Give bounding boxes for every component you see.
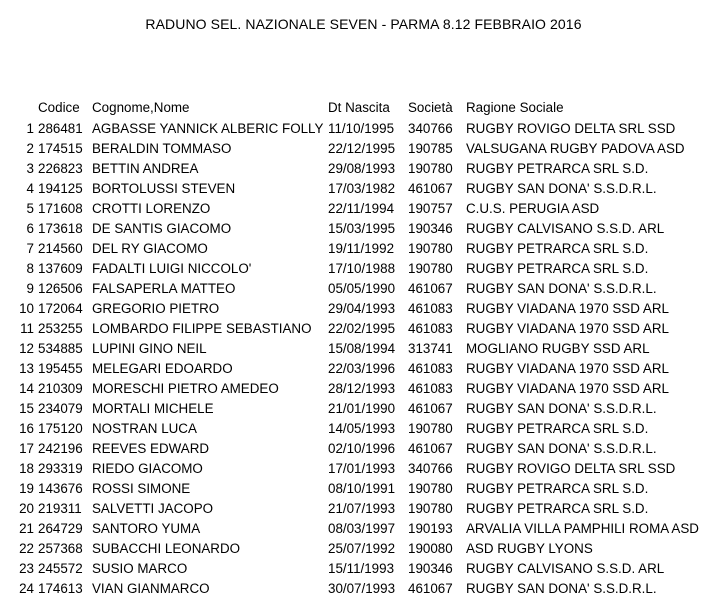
table-row bbox=[0, 379, 723, 399]
player-code: 264729 bbox=[38, 521, 83, 536]
club-name: RUGBY SAN DONA' S.S.D.R.L. bbox=[466, 441, 657, 456]
player-code: 175120 bbox=[38, 421, 83, 436]
birth-date: 08/03/1997 bbox=[328, 521, 396, 536]
row-number: 5 bbox=[26, 201, 34, 216]
row-number: 11 bbox=[20, 321, 34, 336]
player-name: BORTOLUSSI STEVEN bbox=[92, 181, 236, 196]
birth-date: 11/10/1995 bbox=[328, 121, 395, 136]
birth-date: 15/11/1993 bbox=[328, 561, 395, 576]
birth-date: 19/11/1992 bbox=[328, 241, 395, 256]
birth-date: 17/03/1982 bbox=[328, 181, 396, 196]
player-name: BETTIN ANDREA bbox=[92, 161, 199, 176]
player-name: LUPINI GINO NEIL bbox=[92, 341, 207, 356]
header-codice: Codice bbox=[38, 100, 80, 115]
player-code: 195455 bbox=[38, 361, 83, 376]
club-name: RUGBY PETRARCA SRL S.D. bbox=[466, 501, 649, 516]
birth-date: 22/11/1994 bbox=[328, 201, 395, 216]
club-name: RUGBY PETRARCA SRL S.D. bbox=[466, 261, 649, 276]
club-code: 190757 bbox=[408, 201, 453, 216]
row-number: 22 bbox=[19, 541, 34, 556]
club-code: 190785 bbox=[408, 141, 453, 156]
club-name: ARVALIA VILLA PAMPHILI ROMA ASD bbox=[466, 521, 699, 536]
birth-date: 17/01/1993 bbox=[328, 461, 396, 476]
player-code: 143676 bbox=[38, 481, 83, 496]
player-name: LOMBARDO FILIPPE SEBASTIANO bbox=[92, 321, 312, 336]
header-ragione: Ragione Sociale bbox=[466, 100, 564, 115]
club-code: 461083 bbox=[408, 321, 453, 336]
player-code: 171608 bbox=[38, 201, 83, 216]
table-row bbox=[0, 399, 723, 419]
player-roster-table bbox=[0, 97, 723, 599]
club-name: VALSUGANA RUGBY PADOVA ASD bbox=[466, 141, 685, 156]
player-code: 226823 bbox=[38, 161, 83, 176]
club-name: MOGLIANO RUGBY SSD ARL bbox=[466, 341, 650, 356]
player-name: RIEDO GIACOMO bbox=[92, 461, 203, 476]
birth-date: 25/07/1992 bbox=[328, 541, 396, 556]
table-row bbox=[0, 519, 723, 539]
player-code: 173618 bbox=[38, 221, 83, 236]
table-row bbox=[0, 199, 723, 219]
player-code: 234079 bbox=[38, 401, 83, 416]
club-name: RUGBY PETRARCA SRL S.D. bbox=[466, 241, 649, 256]
row-number: 20 bbox=[19, 501, 34, 516]
player-name: VIAN GIANMARCO bbox=[92, 581, 210, 596]
club-code: 190346 bbox=[408, 221, 453, 236]
table-row bbox=[0, 159, 723, 179]
player-name: FALSAPERLA MATTEO bbox=[92, 281, 236, 296]
club-code: 190780 bbox=[408, 261, 453, 276]
row-number: 10 bbox=[19, 301, 34, 316]
row-number: 15 bbox=[19, 401, 34, 416]
table-row bbox=[0, 179, 723, 199]
player-name: REEVES EDWARD bbox=[92, 441, 210, 456]
player-name: MORESCHI PIETRO AMEDEO bbox=[92, 381, 279, 396]
row-number: 3 bbox=[26, 161, 34, 176]
player-name: SANTORO YUMA bbox=[92, 521, 201, 536]
club-name: RUGBY VIADANA 1970 SSD ARL bbox=[466, 361, 669, 376]
table-row bbox=[0, 319, 723, 339]
table-row bbox=[0, 539, 723, 559]
player-name: NOSTRAN LUCA bbox=[92, 421, 197, 436]
row-number: 17 bbox=[19, 441, 34, 456]
birth-date: 22/12/1995 bbox=[328, 141, 396, 156]
row-number: 24 bbox=[19, 581, 34, 596]
birth-date: 22/03/1996 bbox=[328, 361, 396, 376]
table-row bbox=[0, 299, 723, 319]
birth-date: 08/10/1991 bbox=[328, 481, 396, 496]
club-name: RUGBY CALVISANO S.S.D. ARL bbox=[466, 561, 665, 576]
club-code: 190780 bbox=[408, 241, 453, 256]
club-name: C.U.S. PERUGIA ASD bbox=[466, 201, 600, 216]
table-row bbox=[0, 439, 723, 459]
club-code: 190346 bbox=[408, 561, 453, 576]
player-name: MORTALI MICHELE bbox=[92, 401, 214, 416]
birth-date: 29/08/1993 bbox=[328, 161, 396, 176]
header-societa: Società bbox=[408, 100, 453, 115]
header-num bbox=[0, 97, 38, 119]
club-code: 461067 bbox=[408, 401, 453, 416]
player-name: CROTTI LORENZO bbox=[92, 201, 211, 216]
birth-date: 30/07/1993 bbox=[328, 581, 396, 596]
header-nome: Cognome,Nome bbox=[92, 100, 190, 115]
player-code: 172064 bbox=[38, 301, 83, 316]
birth-date: 15/03/1995 bbox=[328, 221, 396, 236]
club-code: 340766 bbox=[408, 121, 453, 136]
club-name: RUGBY ROVIGO DELTA SRL SSD bbox=[466, 461, 676, 476]
player-code: 219311 bbox=[38, 501, 82, 516]
player-name: FADALTI LUIGI NICCOLO' bbox=[92, 261, 252, 276]
player-code: 194125 bbox=[38, 181, 83, 196]
row-number: 13 bbox=[19, 361, 34, 376]
player-name: DEL RY GIACOMO bbox=[92, 241, 208, 256]
club-code: 461067 bbox=[408, 581, 453, 596]
club-code: 461083 bbox=[408, 361, 453, 376]
birth-date: 21/07/1993 bbox=[328, 501, 396, 516]
player-code: 245572 bbox=[38, 561, 83, 576]
player-code: 286481 bbox=[38, 121, 83, 136]
player-code: 137609 bbox=[38, 261, 83, 276]
player-code: 253255 bbox=[38, 321, 83, 336]
club-code: 190193 bbox=[408, 521, 453, 536]
club-code: 461067 bbox=[408, 281, 453, 296]
player-name: BERALDIN TOMMASO bbox=[92, 141, 232, 156]
birth-date: 14/05/1993 bbox=[328, 421, 396, 436]
row-number: 2 bbox=[26, 141, 34, 156]
row-number: 12 bbox=[19, 341, 34, 356]
club-code: 461083 bbox=[408, 381, 453, 396]
birth-date: 22/02/1995 bbox=[328, 321, 396, 336]
club-name: RUGBY PETRARCA SRL S.D. bbox=[466, 481, 649, 496]
player-name: SUBACCHI LEONARDO bbox=[92, 541, 241, 556]
club-code: 313741 bbox=[408, 341, 453, 356]
club-code: 190780 bbox=[408, 161, 453, 176]
player-code: 534885 bbox=[38, 341, 83, 356]
player-code: 257368 bbox=[38, 541, 83, 556]
row-number: 21 bbox=[19, 521, 34, 536]
table-row bbox=[0, 279, 723, 299]
table-row bbox=[0, 559, 723, 579]
table-header bbox=[0, 97, 723, 119]
document-title: RADUNO SEL. NAZIONALE SEVEN - PARMA 8.12 FEBBRAIO 2016 bbox=[145, 16, 582, 32]
row-number: 16 bbox=[19, 421, 34, 436]
player-name: DE SANTIS GIACOMO bbox=[92, 221, 232, 236]
table-row bbox=[0, 339, 723, 359]
header-nascita: Dt Nascita bbox=[328, 100, 390, 115]
player-name: GREGORIO PIETRO bbox=[92, 301, 220, 316]
table-row bbox=[0, 359, 723, 379]
table-row bbox=[0, 219, 723, 239]
club-name: RUGBY PETRARCA SRL S.D. bbox=[466, 421, 649, 436]
club-name: RUGBY SAN DONA' S.S.D.R.L. bbox=[466, 581, 657, 596]
club-code: 461067 bbox=[408, 181, 453, 196]
row-number: 14 bbox=[19, 381, 34, 396]
birth-date: 05/05/1990 bbox=[328, 281, 396, 296]
row-number: 19 bbox=[19, 481, 34, 496]
player-name: AGBASSE YANNICK ALBERIC FOLLY bbox=[92, 121, 324, 136]
club-name: RUGBY VIADANA 1970 SSD ARL bbox=[466, 321, 669, 336]
club-name: RUGBY VIADANA 1970 SSD ARL bbox=[466, 301, 669, 316]
table-row bbox=[0, 239, 723, 259]
club-name: RUGBY PETRARCA SRL S.D. bbox=[466, 161, 649, 176]
header-row bbox=[0, 97, 723, 119]
club-code: 190780 bbox=[408, 481, 453, 496]
table-row bbox=[0, 579, 723, 599]
club-name: ASD RUGBY LYONS bbox=[466, 541, 593, 556]
row-number: 8 bbox=[26, 261, 34, 276]
row-number: 6 bbox=[26, 221, 34, 236]
player-code: 126506 bbox=[38, 281, 83, 296]
row-number: 23 bbox=[19, 561, 34, 576]
row-number: 18 bbox=[19, 461, 34, 476]
table-row bbox=[0, 459, 723, 479]
birth-date: 02/10/1996 bbox=[328, 441, 396, 456]
club-name: RUGBY VIADANA 1970 SSD ARL bbox=[466, 381, 669, 396]
club-name: RUGBY SAN DONA' S.S.D.R.L. bbox=[466, 401, 657, 416]
player-code: 174515 bbox=[38, 141, 83, 156]
club-code: 461083 bbox=[408, 301, 453, 316]
club-name: RUGBY CALVISANO S.S.D. ARL bbox=[466, 221, 665, 236]
row-number: 7 bbox=[26, 241, 34, 256]
table-row bbox=[0, 499, 723, 519]
player-code: 210309 bbox=[38, 381, 83, 396]
club-code: 190780 bbox=[408, 421, 453, 436]
player-name: SUSIO MARCO bbox=[92, 561, 188, 576]
table-row bbox=[0, 139, 723, 159]
row-number: 1 bbox=[26, 121, 34, 136]
player-name: ROSSI SIMONE bbox=[92, 481, 191, 496]
player-code: 293319 bbox=[38, 461, 83, 476]
player-name: MELEGARI EDOARDO bbox=[92, 361, 233, 376]
player-code: 174613 bbox=[38, 581, 83, 596]
player-code: 242196 bbox=[38, 441, 83, 456]
row-number: 4 bbox=[26, 181, 34, 196]
birth-date: 21/01/1990 bbox=[328, 401, 396, 416]
club-code: 190780 bbox=[408, 501, 453, 516]
player-name: SALVETTI JACOPO bbox=[92, 501, 214, 516]
club-code: 461067 bbox=[408, 441, 453, 456]
table-body bbox=[0, 119, 723, 599]
table-row bbox=[0, 119, 723, 139]
birth-date: 17/10/1988 bbox=[328, 261, 396, 276]
birth-date: 28/12/1993 bbox=[328, 381, 396, 396]
club-name: RUGBY SAN DONA' S.S.D.R.L. bbox=[466, 181, 657, 196]
club-code: 340766 bbox=[408, 461, 453, 476]
table-row bbox=[0, 259, 723, 279]
birth-date: 29/04/1993 bbox=[328, 301, 396, 316]
birth-date: 15/08/1994 bbox=[328, 341, 396, 356]
club-name: RUGBY SAN DONA' S.S.D.R.L. bbox=[466, 281, 657, 296]
table-row bbox=[0, 419, 723, 439]
table-row bbox=[0, 479, 723, 499]
club-name: RUGBY ROVIGO DELTA SRL SSD bbox=[466, 121, 676, 136]
row-number: 9 bbox=[26, 281, 34, 296]
club-code: 190080 bbox=[408, 541, 453, 556]
player-code: 214560 bbox=[38, 241, 83, 256]
